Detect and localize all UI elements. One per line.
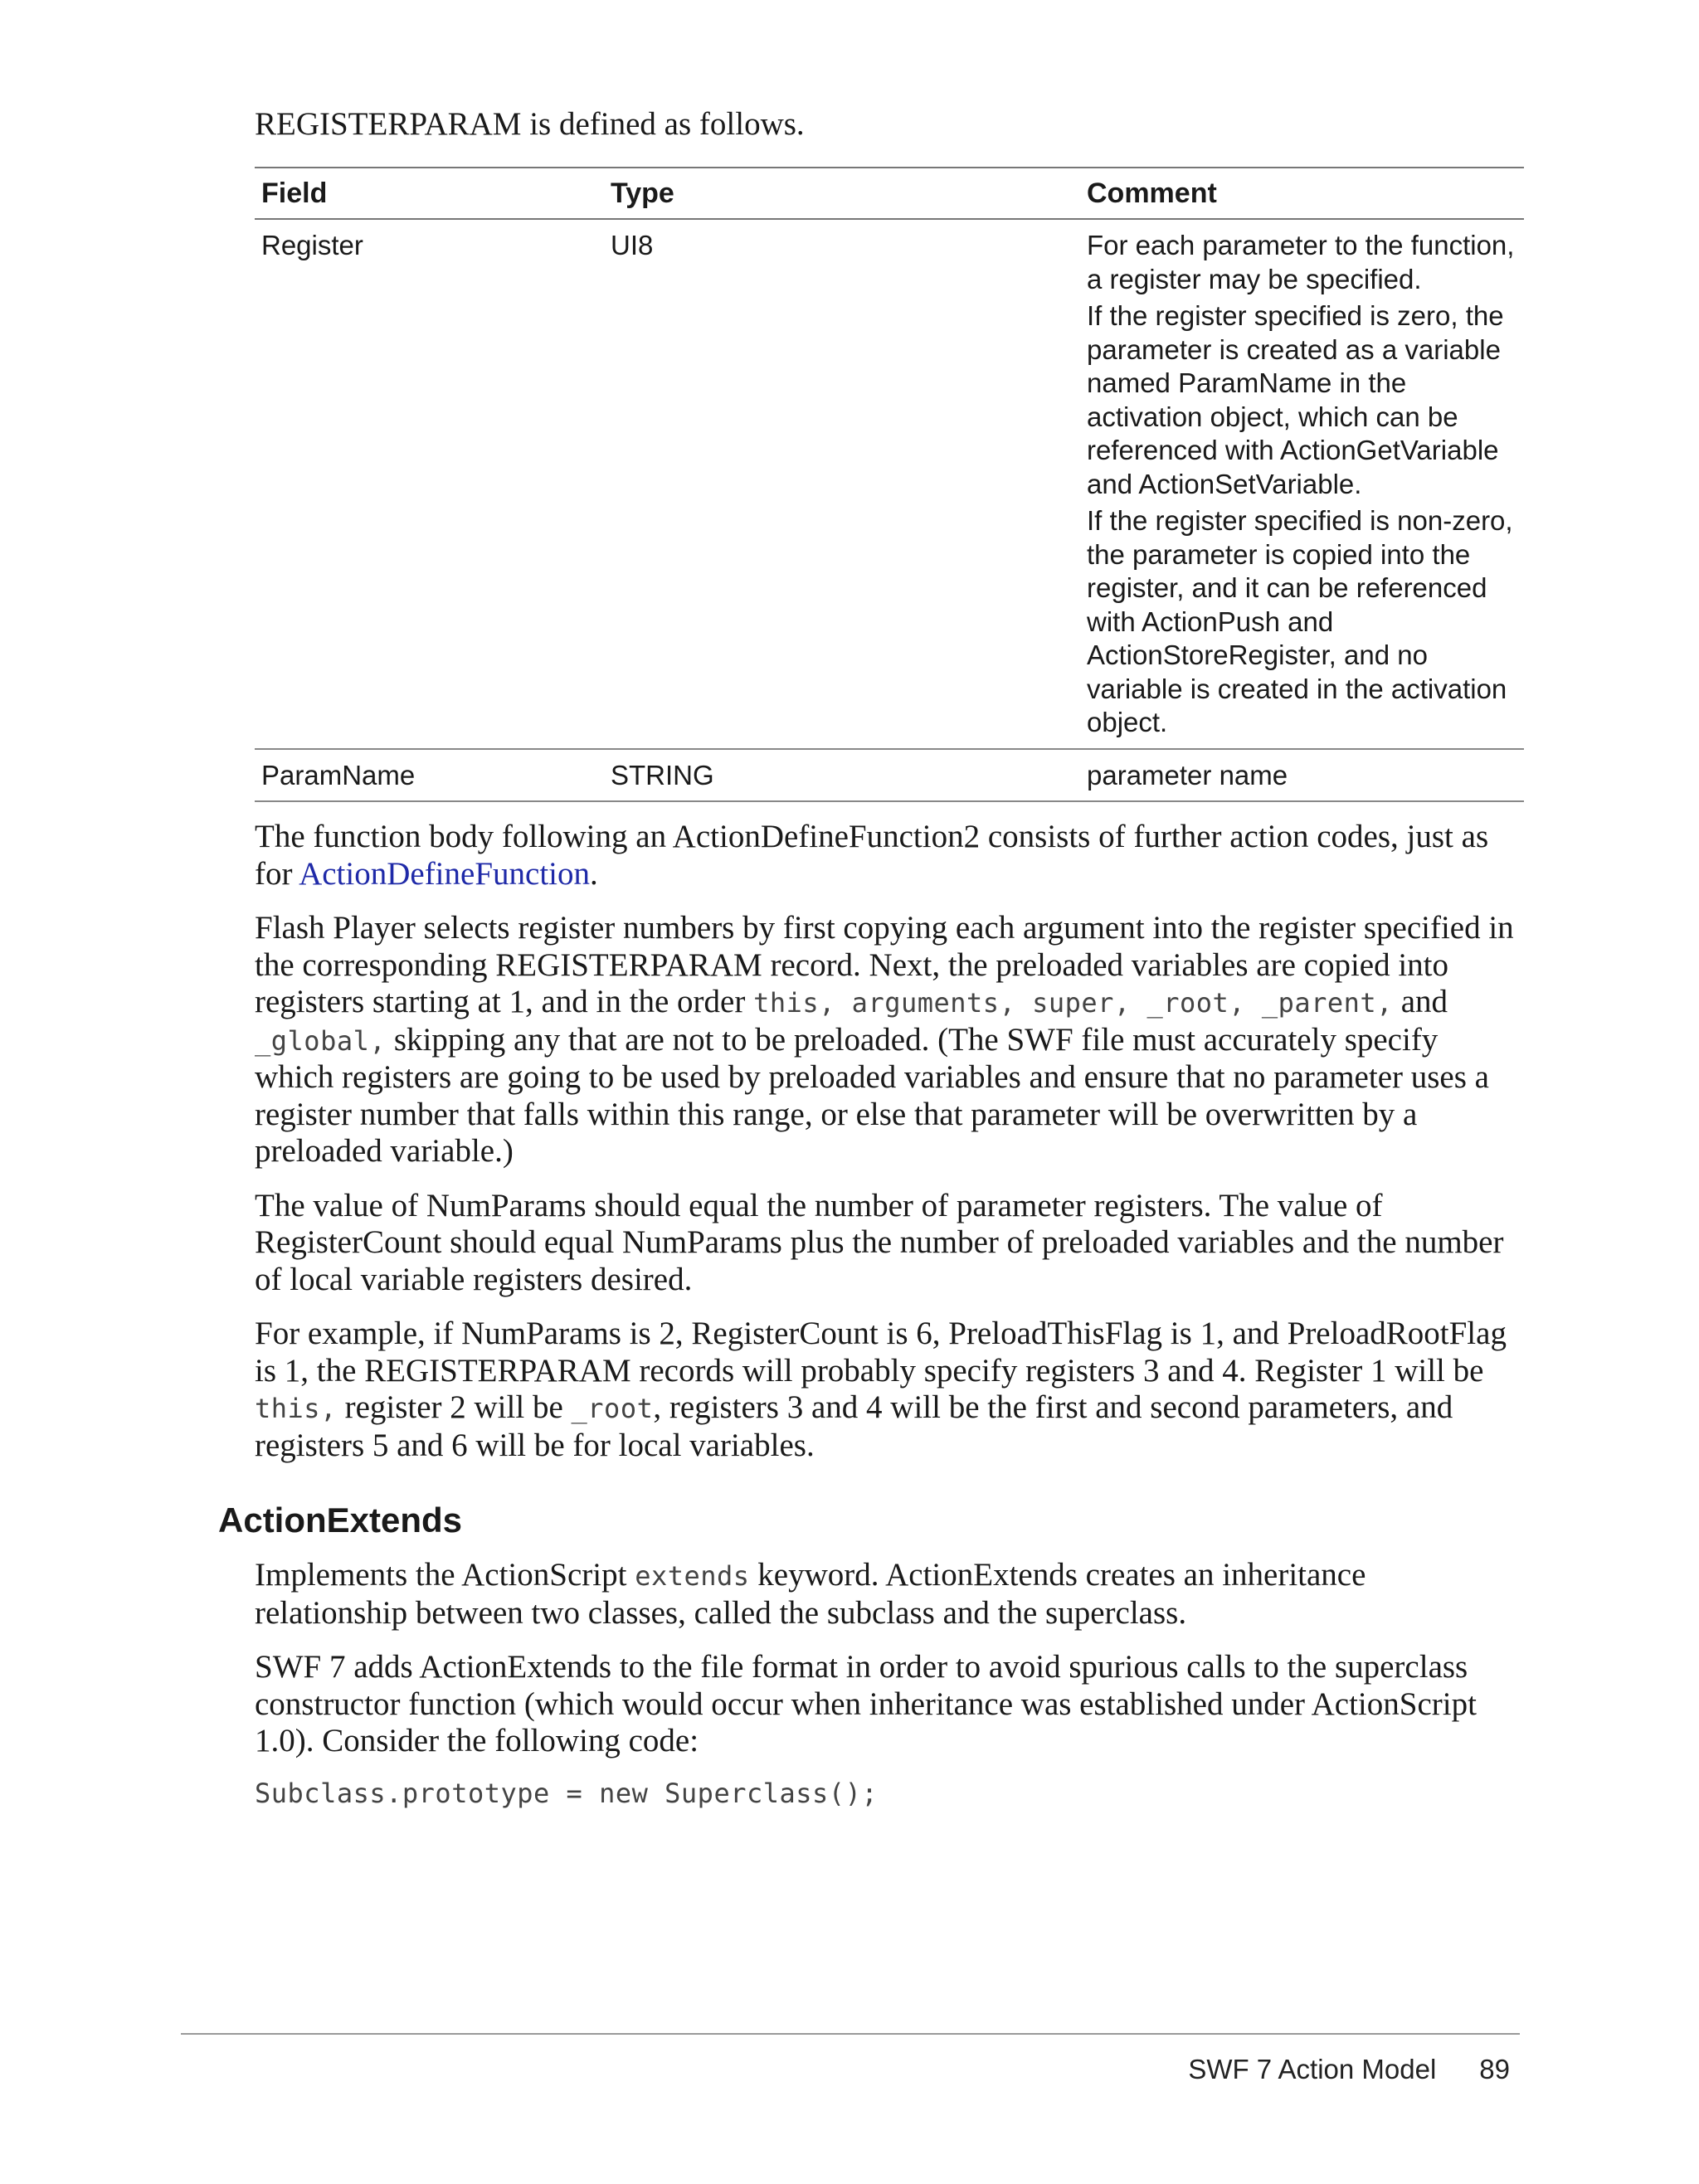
text-run: and xyxy=(1392,984,1448,1019)
text-run: Implements the ActionScript xyxy=(255,1557,635,1593)
page-footer xyxy=(1188,2054,1510,2085)
cell-comment xyxy=(1080,219,1524,749)
inline-code: this, arguments, super, _root, _parent, xyxy=(753,987,1393,1019)
numparams-paragraph: The value of NumParams should equal the number of parameter registers. The value of RegisterCount should equal NumParams plus the number of preloaded variables and the number of local variable registers desired. xyxy=(255,1187,1504,1297)
footer-title: SWF 7 Action Model xyxy=(1188,2054,1437,2084)
inline-code: this, xyxy=(255,1393,337,1424)
registerparam-table xyxy=(255,167,1524,803)
extends-description-paragraph xyxy=(255,1557,1524,1632)
footer-divider xyxy=(181,2033,1520,2035)
text-run: skipping any that are not to be preloaded. (The SWF file must accurately specify which registers are going to be used by preloaded variables and ensure that no parameter uses a register number that falls within this range, or else that parameter will be overwritten by a preloaded variable.) xyxy=(255,1021,1489,1169)
text-run: register 2 will be xyxy=(336,1389,572,1425)
comment-paragraph: For each parameter to the function, a register may be specified. xyxy=(1087,230,1515,294)
header-comment: Comment xyxy=(1080,168,1524,220)
table-header-row xyxy=(255,168,1524,220)
cell-comment xyxy=(1080,749,1524,802)
example-paragraph xyxy=(255,1316,1524,1464)
action-define-function-link[interactable]: ActionDefineFunction xyxy=(299,855,591,892)
table-row xyxy=(255,749,1524,802)
inline-code: extends xyxy=(635,1560,750,1592)
table-intro: REGISTERPARAM is defined as follows. xyxy=(255,106,805,142)
text-run: The function body following an ActionDefineFunction2 consists of further action codes, just as for xyxy=(255,819,1489,892)
comment-paragraph: parameter name xyxy=(1087,759,1288,790)
page-number: 89 xyxy=(1479,2054,1510,2084)
function-body-paragraph xyxy=(255,819,1524,893)
header-type: Type xyxy=(604,168,1080,220)
register-selection-paragraph xyxy=(255,910,1524,1170)
text-run: . xyxy=(590,855,598,892)
table-row xyxy=(255,219,1524,749)
text-run: For example, if NumParams is 2, RegisterCount is 6, PreloadThisFlag is 1, and PreloadRootFlag is 1, the REGISTERPARAM records will probably specify registers 3 and 4. Register 1 will be xyxy=(255,1316,1507,1389)
code-sample: Subclass.prototype = new Superclass(); xyxy=(255,1777,879,1809)
comment-paragraph: If the register specified is non-zero, the parameter is copied into the register, and it can be referenced with ActionPush and ActionStoreRegister, and no variable is created in the activation object. xyxy=(1087,505,1513,737)
swf7-paragraph: SWF 7 adds ActionExtends to the file format in order to avoid spurious calls to the superclass constructor function (which would occur when inheritance was established under ActionScript 1.0). Consider the following code: xyxy=(255,1649,1477,1758)
inline-code: _root xyxy=(571,1393,654,1424)
cell-field: ParamName xyxy=(255,749,604,802)
text-run: Flash Player selects register numbers by first copying each argument into the register specified in the corresponding REGISTERPARAM record. Next, the preloaded variables are copied into registers starting at 1, and in the order xyxy=(255,910,1514,1019)
section-heading: ActionExtends xyxy=(218,1501,463,1540)
page-content xyxy=(218,106,1524,1809)
comment-paragraph: If the register specified is zero, the parameter is created as a variable named ParamName in the activation object, which can be referenced with ActionGetVariable and ActionSetVariable. xyxy=(1087,300,1504,499)
inline-code: _global, xyxy=(255,1024,387,1057)
cell-type: STRING xyxy=(604,749,1080,802)
text-run: keyword. ActionExtends creates an inheritance relationship between two classes, called the subclass and the superclass. xyxy=(255,1557,1366,1631)
cell-field: Register xyxy=(255,219,604,749)
header-field: Field xyxy=(255,168,604,220)
text-run: , registers 3 and 4 will be the first and second parameters, and registers 5 and 6 will be for local variables. xyxy=(255,1389,1453,1463)
cell-type: UI8 xyxy=(604,219,1080,749)
